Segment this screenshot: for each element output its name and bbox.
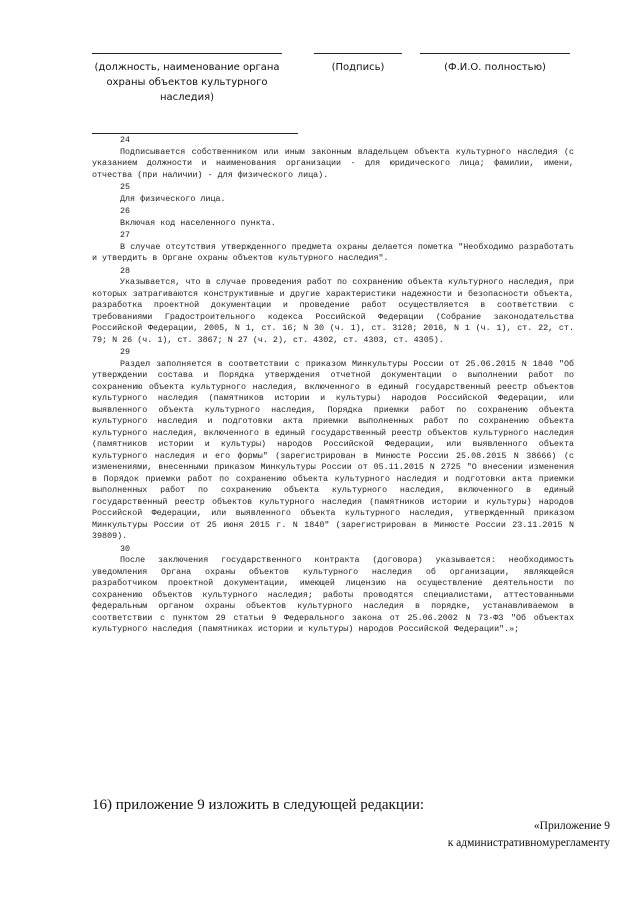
position-signature-line	[92, 53, 282, 54]
footnote-27	[92, 229, 574, 265]
footnote-number: 25	[120, 182, 131, 192]
footnote-text: Для физического лица.	[120, 193, 226, 204]
footnote-29	[92, 346, 574, 543]
footnote-number: 26	[120, 206, 131, 216]
footnote-text: Указывается, что в случае проведения работ по сохранению объекта культурного наследия, при которых затрагиваются конструктивные и другие характеристики надежности и безопасности объекта, разработка проектной документации и проведение работ осуществляется в соответствии с требованиями Градостроительного кодекса Российской Федерации (Собрание законодательства Российской Федерации, 2005, N 1, ст. 16; N 30 (ч. 1), ст. 3128; 2016, N 1 (ч. 1), ст. 22, ст. 79; N 26 (ч. 1), ст. 3867; N 27 (ч. 2), ст. 4302, ст. 4303, ст. 4305).	[92, 277, 574, 345]
name-label: (Ф.И.О. полностью)	[444, 62, 546, 73]
footnote-text: Включая код населенного пункта.	[120, 217, 276, 228]
footnote-28	[92, 265, 574, 347]
footnote-26	[92, 205, 574, 229]
signature-label: (Подпись)	[331, 62, 385, 73]
footnote-number: 24	[120, 135, 131, 145]
footnote-number: 27	[120, 230, 131, 240]
footnote-25	[92, 181, 574, 205]
appendix-title: «Приложение 9	[533, 820, 610, 832]
amendment-paragraph: 16) приложение 9 изложить в следующей редакции:	[92, 797, 425, 813]
footnotes-section	[92, 134, 574, 636]
footnote-number: 29	[120, 347, 131, 357]
name-signature-line	[420, 53, 570, 54]
appendix-header	[448, 818, 610, 852]
footnote-number: 30	[120, 543, 131, 554]
footnote-text: После заключения государственного контракта (договора) указывается: необходимость уведомления Органа охраны объектов культурного наследия об организации, являющейся разработчиком проектной документации, имеющей лицензию на осуществление деятельности по сохранению объектов культурного наследия; работы проводятся специалистами, аттестованными федеральным органом охраны объектов культурного наследия в порядке, устанавливаемом в соответствии с пунктом 29 статьи 9 Федерального закона от 25.06.2002 N 73-ФЗ "Об объектах культурного наследия (памятниках истории и культуры) народов Российской Федерации".»;	[92, 555, 574, 634]
footnote-text: Раздел заполняется в соответствии с приказом Минкультуры России от 25.06.2015 N 1840 "Об утверждении состава и Порядка утверждения отчетной документации о выполнении работ по сохранению объекта культурного наследия, включенного в единый государственный реестр объектов культурного наследия (памятников истории и культуры) народов Российской Федерации, или выявленного объекта культурного наследия, Порядка приемки работ по сохранению объекта культурного наследия и подготовки акта приемки выполненных работ по сохранению объекта культурного наследия, включенного в единый государственный реестр объектов культурного наследия (памятников истории и культуры) народов Российской Федерации, или выявленного объекта культурного наследия и его формы" (зарегистрирован в Минюсте России 25.08.2015 N 38666) (с изменениями, внесенными приказом Минкультуры России от 05.11.2015 N 2725 "О внесении изменения в Порядок приемки работ по сохранению объекта культурного наследия и подготовки акта приемки выполненных работ по сохранению объекта культурного наследия, включенного в единый государственный реестр объектов культурного наследия (памятников истории и культуры) народов Российской Федерации, или выявленного объекта культурного наследия, утвержденный приказом Минкультуры России от 25 июня 2015 г. N 1840" (зарегистрирован в Минюсте России 23.11.2015 N 39809).	[92, 358, 574, 541]
footnote-text: В случае отсутствия утвержденного предмета охраны делается пометка "Необходимо разработать и утвердить в Органе охраны объектов культурного наследия".	[92, 241, 574, 263]
footnote-number: 28	[120, 265, 131, 276]
signature-line	[314, 53, 402, 54]
footnote-30	[92, 543, 574, 636]
position-label: (должность, наименование органа охраны объектов культурного наследия)	[94, 62, 280, 103]
appendix-subtitle: к административномурегламенту	[447, 837, 610, 849]
footnote-24	[92, 134, 574, 181]
footnote-text: Подписывается собственником или иным законным владельцем объекта культурного наследия (с указанием должности и наименования организации - для юридического лица; фамилии, имени, отчества (при наличии) - для физического лица).	[92, 146, 574, 180]
